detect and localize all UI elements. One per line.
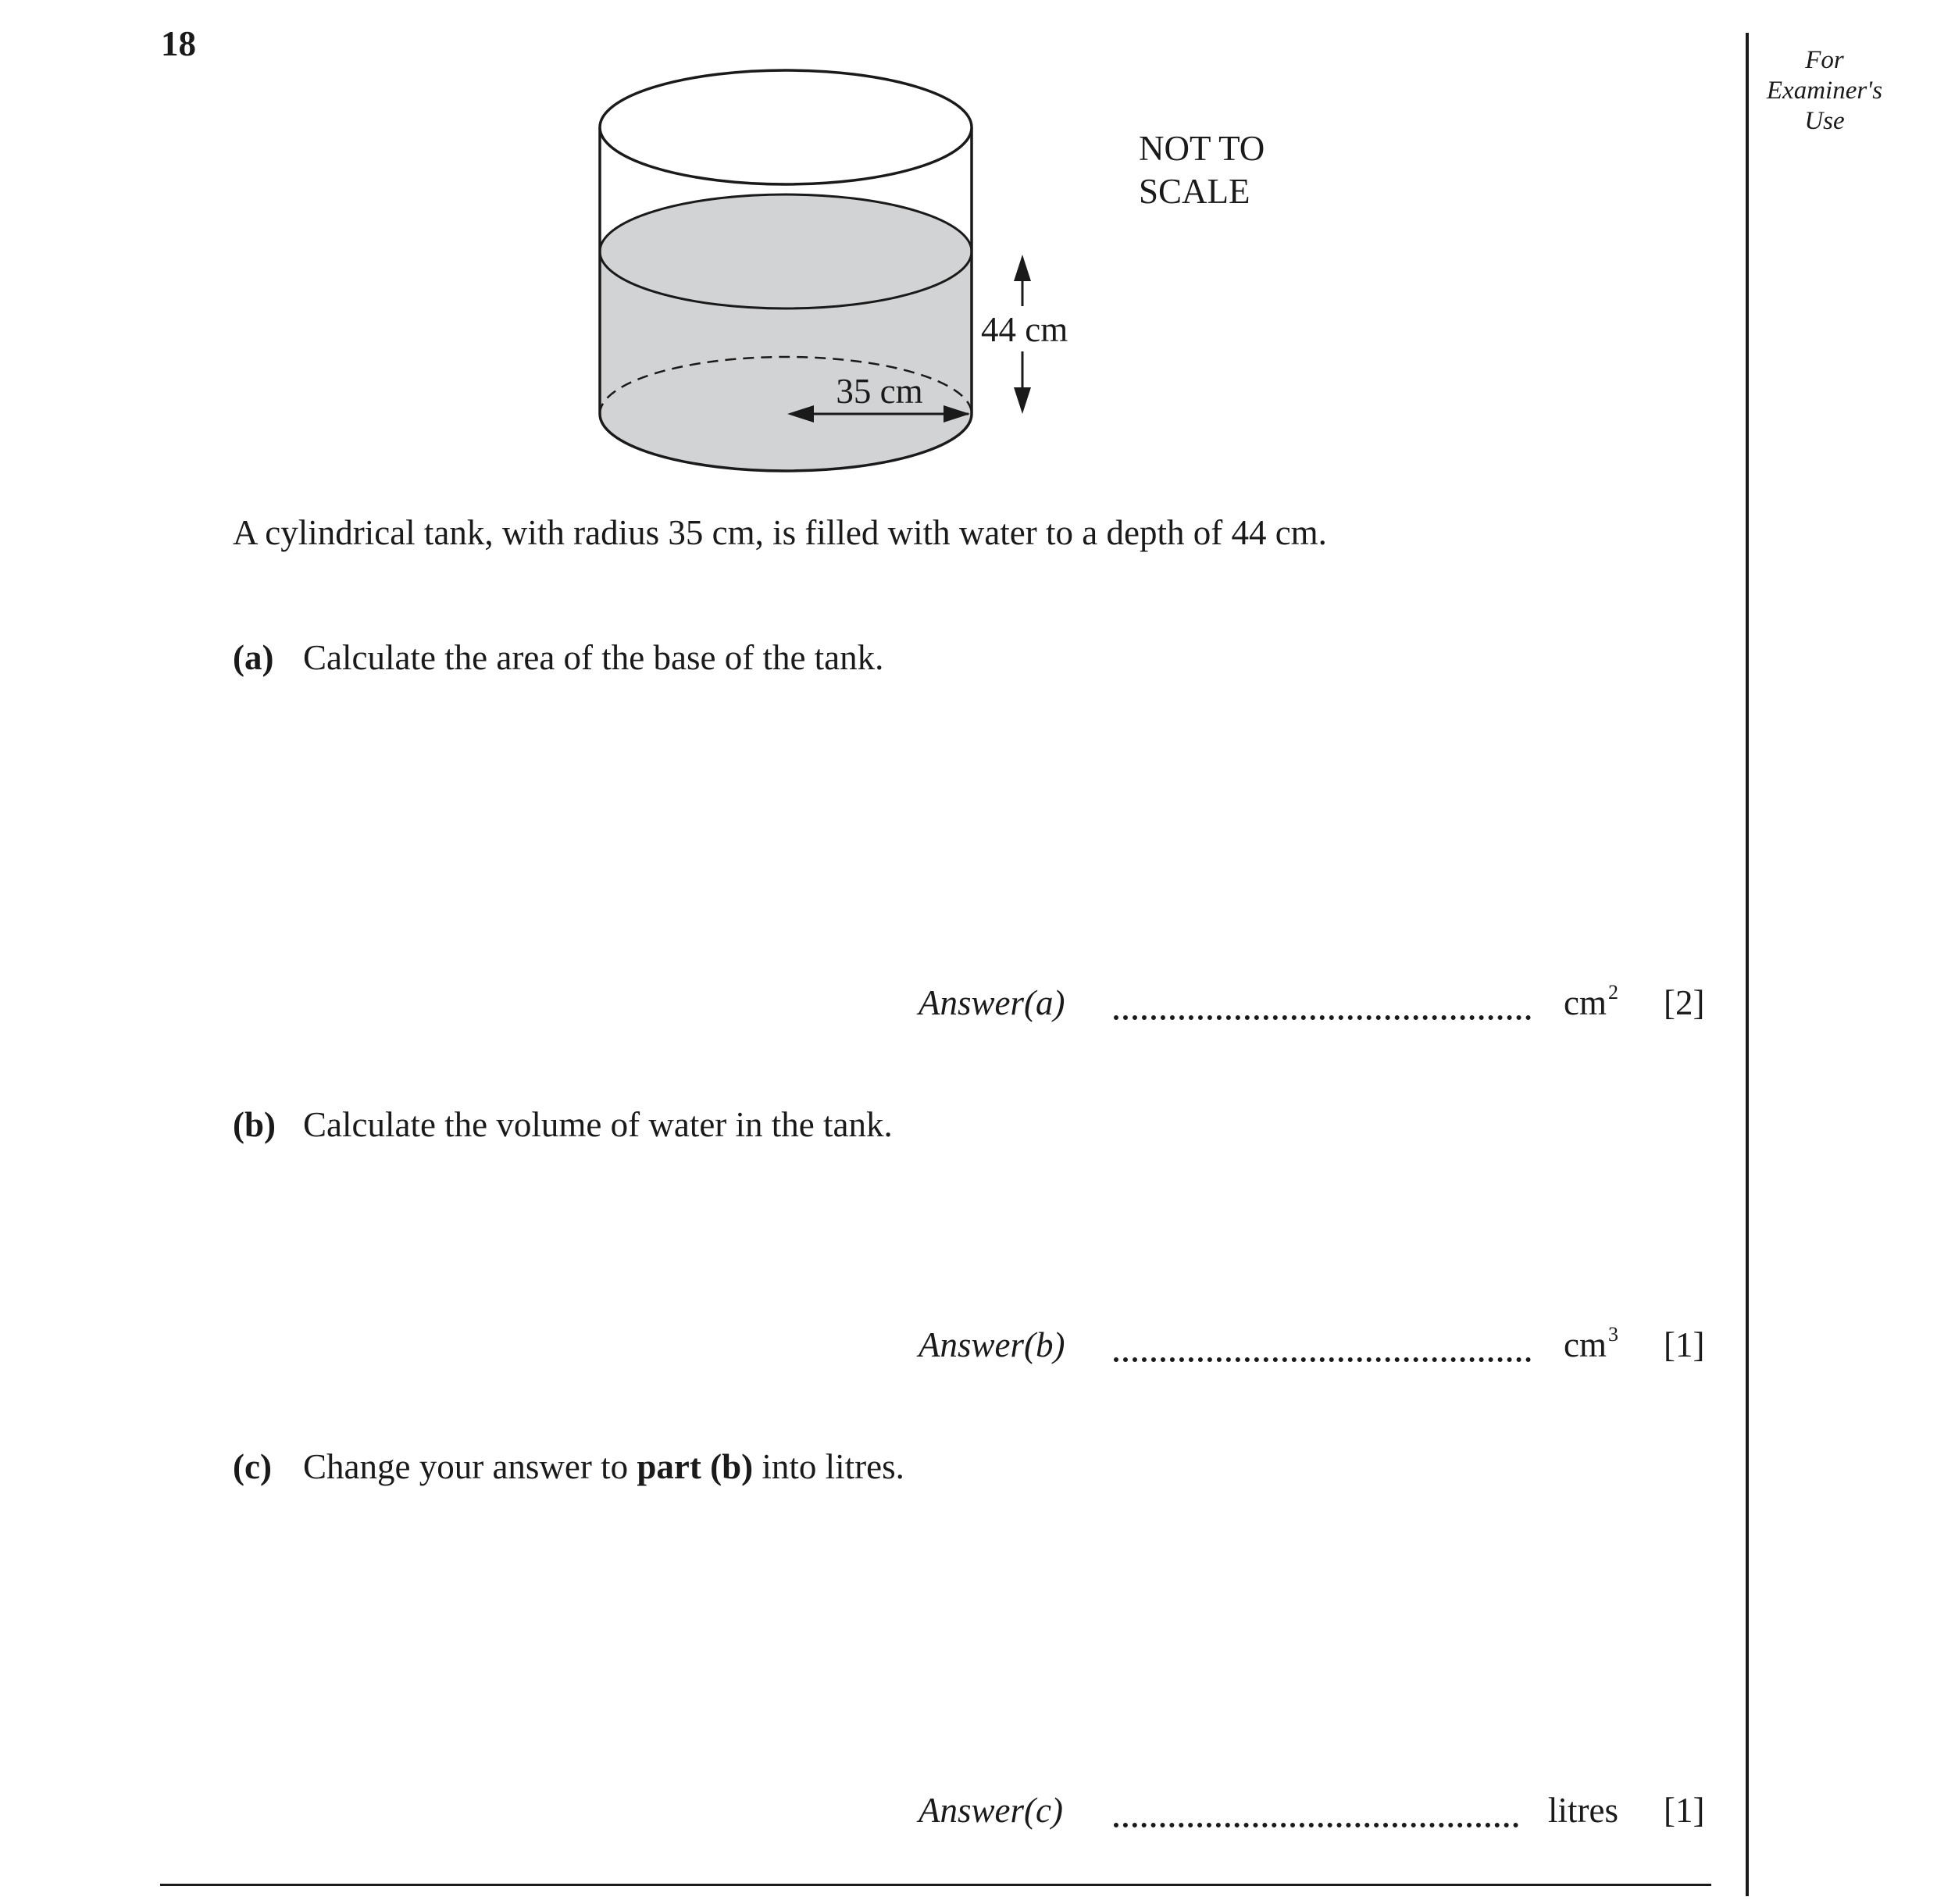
answer-a-unit-power: 2 [1607,981,1618,1004]
question-b-text: Calculate the volume of water in the tank. [303,1105,893,1144]
question-stem: A cylindrical tank, with radius 35 cm, is filled with water to a depth of 44 cm. [233,513,1327,552]
top-rim [600,70,972,184]
answer-a-label: Answer(a) [919,983,1065,1022]
question-c-label: (c) [233,1447,272,1486]
examiner-use-label: For Examiner's Use [1766,46,1883,135]
height-label: 44 cm [981,310,1068,349]
answer-a-marks: [2] [1664,983,1705,1022]
answer-b-unit-power: 3 [1607,1323,1618,1346]
page-number: 18 [161,24,196,63]
question-a-text: Calculate the area of the base of the tank. [303,638,884,677]
answer-a-unit [1564,981,1618,1022]
not-to-scale-line1: NOT TO [1139,129,1265,168]
answer-c-unit: litres [1548,1791,1618,1830]
answer-b-label: Answer(b) [919,1325,1065,1364]
answer-b-unit-base: cm [1564,1325,1607,1364]
answer-a-line[interactable] [1114,1015,1531,1020]
water-surface [600,194,972,308]
answer-c-label: Answer(c) [919,1791,1063,1830]
question-b [233,1107,893,1143]
answer-a-unit-base: cm [1564,983,1607,1022]
question-b-label: (b) [233,1105,276,1144]
bottom-rule [160,1884,1711,1886]
question-c-text-before: Change your answer to [303,1447,637,1486]
answer-c-marks: [1] [1664,1791,1705,1830]
answer-b-marks: [1] [1664,1325,1705,1364]
question-c [233,1449,904,1485]
answer-b-line[interactable] [1114,1357,1531,1362]
question-c-text-after: into litres. [753,1447,904,1486]
radius-label: 35 cm [836,372,923,411]
height-arrowhead-down [1014,387,1031,414]
answer-c-line[interactable] [1114,1823,1518,1827]
question-c-text-bold: part (b) [637,1447,754,1486]
cylinder-diagram [0,0,1937,500]
question-a [233,640,883,676]
not-to-scale-line2: SCALE [1139,172,1250,211]
answer-b-unit [1564,1323,1618,1364]
height-arrowhead-up [1014,255,1031,281]
question-a-label: (a) [233,638,274,677]
